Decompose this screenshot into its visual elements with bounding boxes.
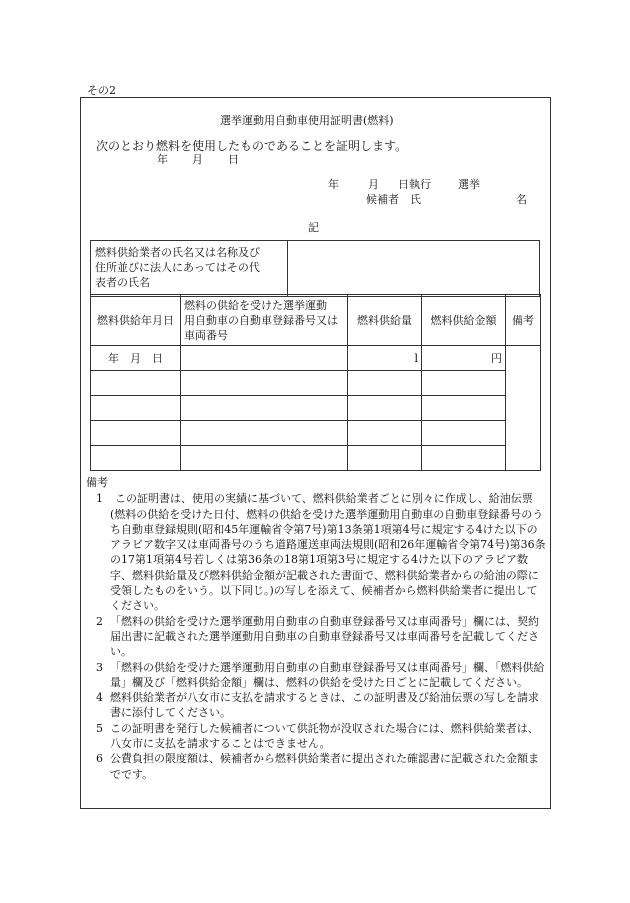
note-item [86,614,548,660]
candidate-label: 候補者 [366,193,399,206]
cell-supply-date[interactable] [91,371,181,396]
note-item [86,660,548,691]
cell-fuel-quantity[interactable] [348,446,422,471]
cell-fuel-amount[interactable] [422,396,506,421]
note-number: 4 [96,691,103,705]
cell-vehicle-number[interactable] [181,446,348,471]
cell-remarks[interactable] [506,346,541,471]
note-number: 5 [96,721,103,735]
cell-fuel-amount[interactable] [422,446,506,471]
cell-fuel-quantity[interactable] [348,371,422,396]
header-vehicle-line: 燃料の供給を受けた選挙運動 [184,298,327,312]
date-year: 年 [157,153,168,166]
cell-vehicle-number[interactable] [181,371,348,396]
table-row [91,446,541,471]
date-day: 日 [228,153,239,166]
cell-fuel-quantity[interactable]: l [348,346,422,371]
cell-vehicle-number[interactable] [181,421,348,446]
note-text: 燃料供給業者が八女市に支払を請求するときは、この証明書及び給油伝票の写しを請求書に添付してください。 [110,691,539,720]
ki-mark: 記 [308,221,319,234]
table-row [91,396,541,421]
cell-fuel-quantity[interactable] [348,421,422,446]
candidate-name-label: 名 [516,193,527,206]
note-number: 1 [96,492,103,506]
header-supply-date: 燃料供給年月日 [91,295,181,346]
note-item [86,690,548,721]
lead-statement: 次のとおり燃料を使用したものであることを証明します。 [96,139,408,153]
notes-section [86,475,548,782]
header-vehicle-number [181,295,348,346]
supplier-label-line: 表者の氏名 [95,276,150,289]
note-text: 公費負担の限度額は、候補者から燃料供給業者に提出された確認書に記載された金額までです。 [110,752,539,781]
fuel-supply-table [90,294,541,471]
election-label: 選挙 [458,178,480,191]
note-text: この証明書を発行した候補者について供託物が没収された場合には、燃料供給業者は、八女市に支払を請求することはできません。 [110,721,539,751]
supplier-label-line: 住所並びに法人にあってはその代 [95,261,260,274]
header-vehicle-line: 用自動車の自動車登録番号又は [184,313,338,327]
table-row [91,371,541,396]
cell-fuel-amount[interactable] [422,371,506,396]
cell-supply-date[interactable] [91,421,181,446]
cell-vehicle-number[interactable] [181,396,348,421]
note-text: 「燃料の供給を受けた選挙運動用自動車の自動車登録番号又は車両番号」欄には、契約届出書に記載された選挙運動用自動車の自動車登録番号又は車両番号を記載してください。 [110,614,539,659]
note-number: 6 [96,752,103,766]
supplier-value-cell[interactable] [288,241,540,297]
cell-supply-date[interactable]: 年 月 日 [91,346,181,371]
table-row [91,346,541,371]
note-text: この証明書は、使用の実績に基づいて、燃料供給業者ごとに別々に作成し、給油伝票(燃料の供給を受けた日付、燃料の供給を受けた選挙運動用自動車の自動車登録番号のうち自動車登録規則(昭和45年運輸省令第7号)第13条第1項第4号に規定する4けた以下のアラビア数字又は車両番号のうち道路運送車両法規則(昭和26年運輸省令第74号)第36条の17第1項第4号若しくは第36条の18第1項第3号に規定する4けた以下のアラビア数字、燃料供給量及び燃料供給金額が記載された書面で、燃料供給業者からの給油の際に受領したものをいう。以下同じ。)の写しを添えて、候補者から燃料供給業者に提出してください。 [110,492,546,613]
election-month: 月 [368,178,379,191]
supplier-label-cell [91,241,288,297]
cell-vehicle-number[interactable] [181,346,348,371]
header-vehicle-line: 車両番号 [184,328,228,342]
cell-fuel-quantity[interactable] [348,396,422,421]
note-item [86,751,548,782]
header-remarks: 備考 [506,295,541,346]
date-month: 月 [192,153,203,166]
note-text: 「燃料の供給を受けた選挙運動用自動車の自動車登録番号又は車両番号」欄、「燃料供給量」欄及び「燃料供給金額」欄は、燃料の供給を受けた日ごとに記載してください。 [110,660,545,689]
cell-fuel-amount[interactable] [422,421,506,446]
candidate-surname-label: 氏 [410,193,421,206]
header-fuel-quantity: 燃料供給量 [348,295,422,346]
table-header-row [91,295,541,346]
header-fuel-amount: 燃料供給金額 [422,295,506,346]
cell-fuel-amount[interactable]: 円 [422,346,506,371]
note-item [86,491,548,613]
note-item [86,721,548,752]
notes-heading: 備考 [86,476,108,489]
note-number: 3 [96,660,103,674]
cell-supply-date[interactable] [91,446,181,471]
form-title: 選挙運動用自動車使用証明書(燃料) [220,114,394,127]
note-number: 2 [96,614,103,628]
form-number: その2 [87,84,116,97]
table-row [91,421,541,446]
election-day: 日執行 [398,178,431,191]
supplier-label-line: 燃料供給業者の氏名又は名称及び [95,246,260,259]
election-year: 年 [328,178,339,191]
supplier-table [90,240,540,297]
cell-supply-date[interactable] [91,396,181,421]
